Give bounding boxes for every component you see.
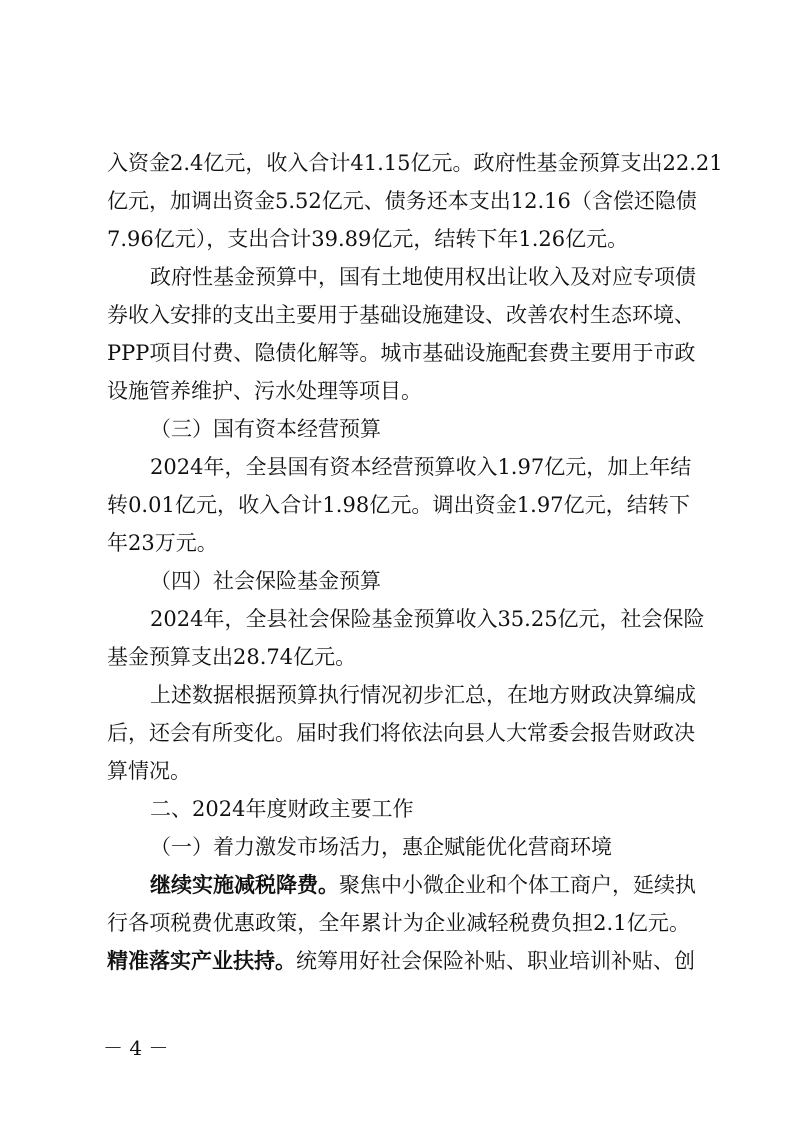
body-text-line: 政府性基金预算中，国有土地使用权出让收入及对应专项债 xyxy=(150,265,696,289)
bold-lead-phrase: 精准落实产业扶持。 xyxy=(107,949,296,973)
body-text-line: 年23万元。 xyxy=(107,531,218,555)
body-text-line: 2024年，全县社会保险基金预算收入35.25亿元，社会保险 xyxy=(150,607,705,631)
body-text-line: 后，还会有所变化。届时我们将依法向县人大常委会报告财政决 xyxy=(107,721,695,745)
body-text-run: 统筹用好社会保险补贴、职业培训补贴、创 xyxy=(296,949,695,973)
body-text-line: 行各项税费优惠政策，全年累计为企业减轻税费负担2.1亿元。 xyxy=(107,911,690,935)
section-heading: 二、2024年度财政主要工作 xyxy=(150,797,414,821)
body-text-line xyxy=(107,949,695,973)
body-text-line: 2024年，全县国有资本经营预算收入1.97亿元，加上年结 xyxy=(150,455,692,479)
subsection-heading: （三）国有资本经营预算 xyxy=(150,417,381,441)
subsection-heading: （四）社会保险基金预算 xyxy=(150,569,381,593)
page-number: － 4 － xyxy=(103,1036,169,1060)
body-text-line: 亿元，加调出资金5.52亿元、债务还本支出12.16（含偿还隐债 xyxy=(107,189,697,213)
body-text-line: PPP项目付费、隐债化解等。城市基础设施配套费主要用于市政 xyxy=(107,341,696,365)
body-text-line: 转0.01亿元，收入合计1.98亿元。调出资金1.97亿元，结转下 xyxy=(107,493,690,517)
body-text-line: 设施管养维护、污水处理等项目。 xyxy=(107,379,422,403)
body-text-line: 券收入安排的支出主要用于基础设施建设、改善农村生态环境、 xyxy=(107,303,695,327)
body-text-run: 聚焦中小微企业和个体工商户，延续执 xyxy=(339,873,696,897)
body-text-line: 基金预算支出28.74亿元。 xyxy=(107,645,357,669)
body-text-line: 7.96亿元），支出合计39.89亿元，结转下年1.26亿元。 xyxy=(107,227,629,251)
body-text-line: 上述数据根据预算执行情况初步汇总，在地方财政决算编成 xyxy=(150,683,696,707)
body-text-line xyxy=(150,873,696,897)
subsection-heading: （一）着力激发市场活力，惠企赋能优化营商环境 xyxy=(150,835,612,859)
bold-lead-phrase: 继续实施减税降费。 xyxy=(150,873,339,897)
body-text-line: 算情况。 xyxy=(107,759,191,783)
body-text-line: 入资金2.4亿元，收入合计41.15亿元。政府性基金预算支出22.21 xyxy=(107,151,723,175)
